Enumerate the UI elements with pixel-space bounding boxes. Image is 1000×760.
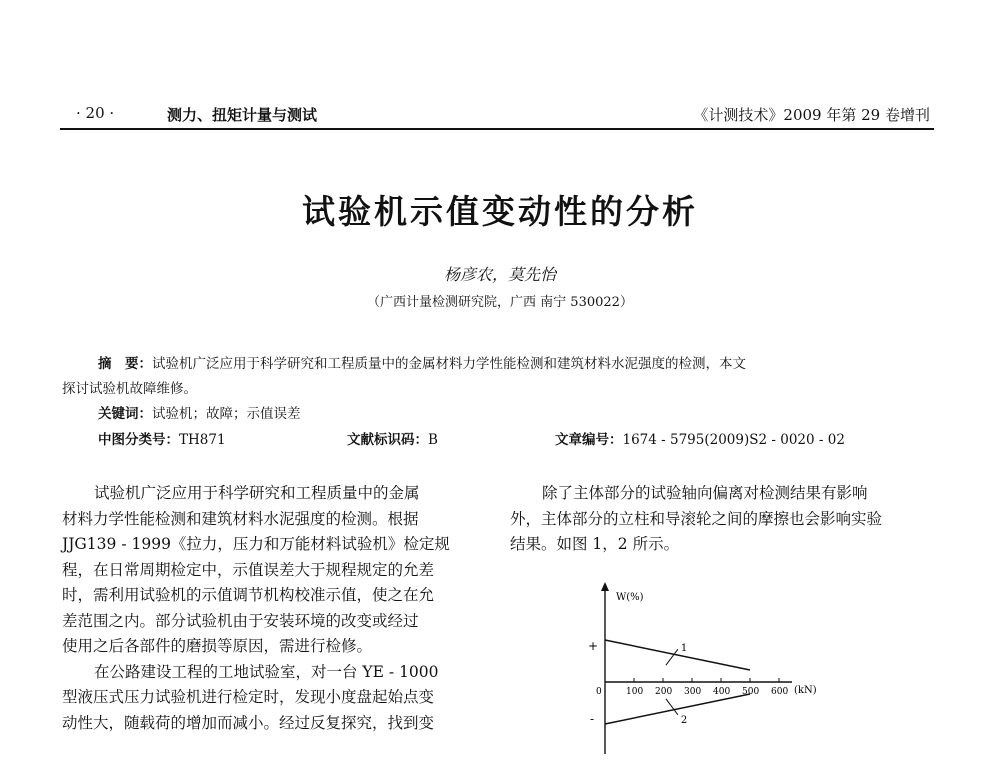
x-tick-label: 400 [713, 687, 731, 697]
body-column-right [510, 481, 935, 558]
x-tick-label: 100 [626, 687, 644, 697]
abstract-text-1: 试验机广泛应用于科学研究和工程质量中的金属材料力学性能检测和建筑材料水泥强度的检测，本文 [152, 356, 746, 372]
keywords-value: 试验机；故障；示值误差 [152, 406, 301, 422]
paper-title: 试验机示值变动性的分析 [302, 192, 698, 231]
x-tick-label: 500 [742, 687, 760, 697]
abstract-line-1 [98, 352, 746, 372]
section-title: 测力、扭矩计量与测试 [167, 106, 318, 124]
series-line-1 [605, 640, 750, 670]
body-line: 试验机广泛应用于科学研究和工程质量中的金属 [94, 484, 420, 502]
series-label-1: 1 [680, 643, 688, 655]
x-tick-label: 300 [684, 687, 702, 697]
clc-number [98, 428, 226, 448]
body-column-left [62, 481, 477, 736]
x-axis-label: (kN) [794, 685, 817, 696]
body-line: 动性大，随载荷的增加而减小。经过反复探究，找到变 [62, 713, 435, 732]
body-line: 在公路建设工程的工地试验室，对一台 YE - 1000 [94, 662, 439, 681]
body-line: 程，在日常周期检定中，示值误差大于规程规定的允差 [62, 560, 435, 579]
clc-value: TH871 [179, 432, 226, 448]
series-leader-1 [666, 649, 678, 665]
x-tick-label: 600 [771, 687, 789, 697]
series-leader-2 [666, 699, 678, 715]
minus-sign: - [590, 712, 595, 726]
abstract-label: 摘 要： [98, 356, 152, 372]
series-line-2 [605, 694, 750, 724]
body-line: 时，需利用试验机的示值调节机构校准示值，使之在允 [62, 586, 435, 604]
body-line: 外，主体部分的立柱和导滚轮之间的摩擦也会影响实验 [510, 509, 883, 528]
abstract-line-2: 探讨试验机故障维修。 [62, 381, 197, 397]
series-label-2: 2 [680, 714, 688, 726]
series-group [605, 640, 750, 726]
article-no-value: 1674 - 5795(2009)S2 - 0020 - 02 [622, 432, 845, 448]
figure-error-chart [580, 578, 840, 756]
plus-sign: + [588, 639, 599, 653]
clc-label: 中图分类号： [98, 432, 179, 448]
document-code [347, 428, 438, 448]
y-axis-arrow [601, 582, 609, 591]
body-line: 除了主体部分的试验轴向偏离对检测结果有影响 [542, 484, 868, 502]
keywords-label: 关键词： [98, 406, 152, 422]
body-line: 型液压式压力试验机进行检定时，发现小度盘起始点变 [62, 688, 435, 706]
x-tick-label: 200 [655, 687, 673, 697]
article-no-label: 文章编号： [555, 432, 623, 448]
body-line: 结果。如图 1，2 所示。 [510, 535, 680, 553]
article-number [555, 428, 845, 448]
header-rule [60, 128, 934, 130]
body-line: JJG139 - 1999《拉力，压力和万能材料试验机》检定规 [62, 535, 450, 553]
body-line: 使用之后各部件的磨损等原因，需进行检修。 [62, 637, 373, 655]
authors: 杨彦农，莫先怡 [443, 265, 556, 284]
x-ticks [596, 678, 788, 697]
y-axis-label: W(%) [616, 592, 644, 603]
journal-info: 《计测技术》2009 年第 29 卷增刊 [693, 106, 930, 124]
page-number: · 20 · [76, 104, 115, 122]
body-line: 差范围之内。部分试验机由于安装环境的改变或经过 [62, 611, 419, 630]
body-line: 材料力学性能检测和建筑材料水泥强度的检测。根据 [62, 509, 419, 528]
affiliation: （广西计量检测研究院，广西 南宁 530022） [367, 295, 633, 310]
keywords [98, 402, 301, 422]
x-tick-label: 0 [596, 687, 602, 697]
doc-code-value: B [428, 432, 438, 448]
doc-code-label: 文献标识码： [347, 432, 428, 448]
